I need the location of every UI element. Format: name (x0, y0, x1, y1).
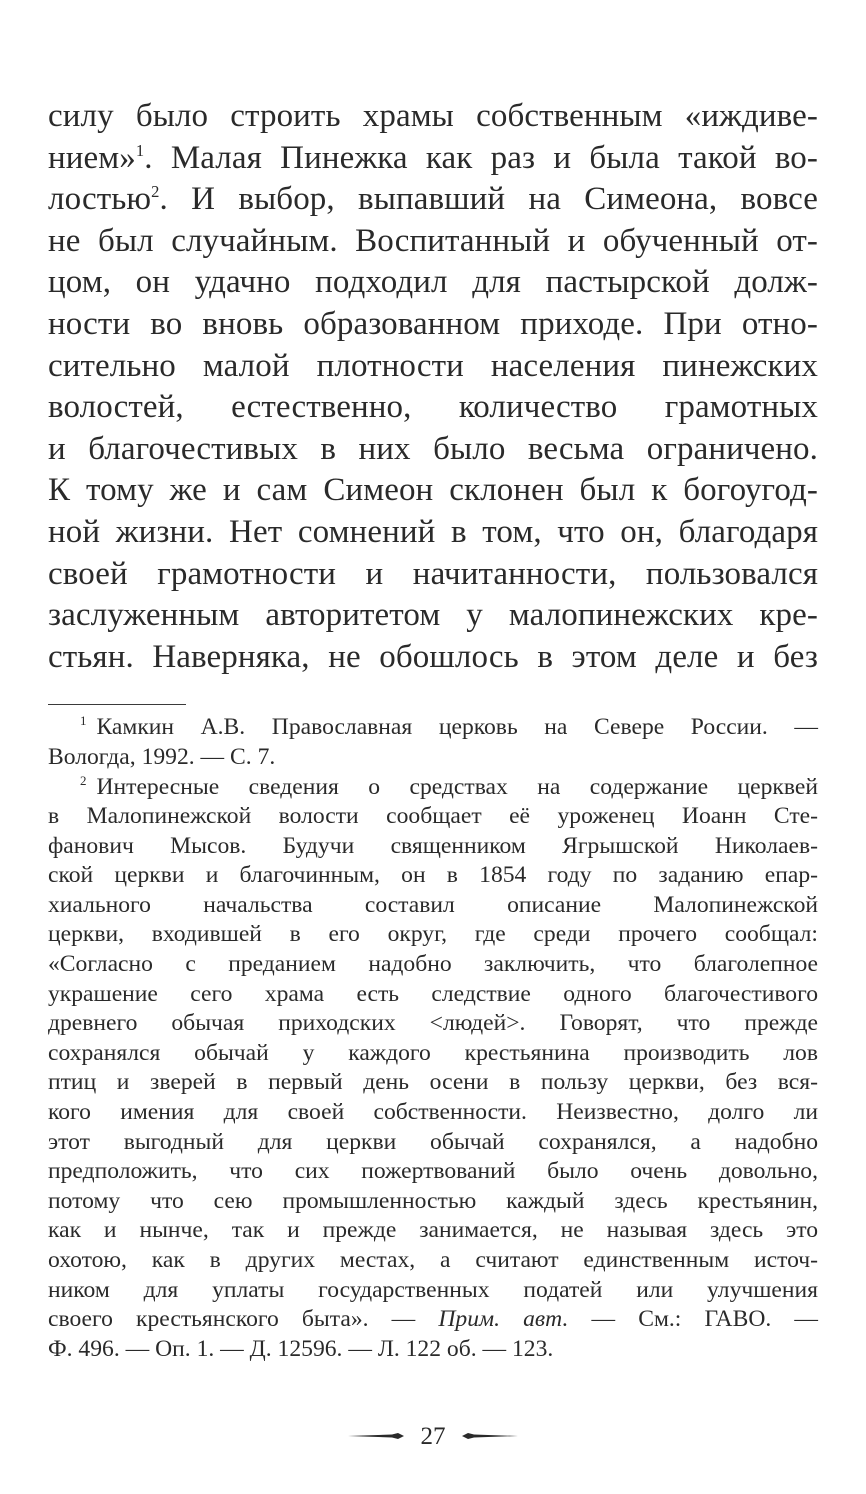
footnote-line: древнего обычая приходских <людей>. Говорят, что прежде (48, 1010, 818, 1037)
footnote-line: $^2$ Интересные сведения о средствах на содержание церквей (80, 772, 818, 800)
footnote-line: фанович Мысов. Будучи священником Ягрышской Николаев- (48, 832, 818, 859)
footnote-1 (48, 713, 818, 772)
footnote-divider (48, 704, 186, 705)
footnote-line: украшение сего храма есть следствие одного благочестивого (48, 980, 818, 1007)
text-line: своей грамотности и начитанности, пользовался (48, 555, 818, 592)
footnote-line: сохранялся обычай у каждого крестьянина производить лов (48, 1039, 818, 1066)
text-line: сительно малой плотности населения пинежских (48, 347, 818, 384)
footnote-line: хиального начальства составил описание Малопинежской (48, 891, 818, 918)
footnote-line: этот выгодный для церкви обычай сохранялся, а надобно (48, 1128, 818, 1155)
page-number: 27 (420, 1423, 446, 1450)
main-text (48, 96, 818, 678)
text-line: ности во вновь образованном приходе. При отно- (48, 305, 818, 342)
author-note-italic: Прим. авт. (438, 1306, 569, 1333)
page-folio (0, 1422, 866, 1452)
footnote-line: как и нынче, так и прежде занимается, не называя здесь это (48, 1217, 818, 1244)
footnote-line: в Малопинежской волости сообщает её уроженец Иоанн Сте- (48, 803, 818, 830)
footnote-line: своего крестьянского быта». — Прим. авт. — См.: ГАВО. — (48, 1306, 818, 1333)
footnote-line: церкви, входившей в его округ, где среди прочего сообщал: (48, 921, 818, 948)
footnote-line: Ф. 496. — Оп. 1. — Д. 12596. — Л. 122 об. — 123. (48, 1335, 554, 1362)
footnote-line: Вологда, 1992. — С. 7. (48, 743, 276, 770)
footnote-line: ской церкви и благочинным, он в 1854 году по заданию епар- (48, 862, 818, 889)
footnote-mark-2: 2 (80, 772, 87, 788)
footnote-2 (48, 773, 818, 1365)
text-line: и благочестивых в них было весьма ограничено. (48, 430, 818, 467)
footnote-line: предположить, что сих пожертвований было очень довольно, (48, 1158, 818, 1185)
text-line: не был случайным. Воспитанный и обученный от- (48, 222, 818, 259)
footnote-line: $^1$ Камкин А.В. Православная церковь на Севере России. — (80, 713, 818, 741)
text-line: силу было строить храмы собственным «иждиве- (48, 98, 818, 134)
footnote-line: кого имения для своей собственности. Неизвестно, долго ли (48, 1099, 818, 1126)
footnote-line: «Согласно с преданием надобно заключить, что благолепное (48, 951, 818, 978)
text-line: К тому же и сам Симеон склонен был к богоугод- (48, 472, 818, 509)
text-line: ной жизни. Нет сомнений в том, что он, благодаря (48, 513, 818, 550)
footnote-ref-1[interactable]: 1 (135, 140, 145, 160)
footnote-ref-2[interactable]: 2 (151, 182, 160, 202)
footnote-line: птиц и зверей в первый день осени в пользу церкви, без вся- (48, 1069, 818, 1096)
page-body (48, 96, 818, 1364)
text-line: стьян. Наверняка, не обошлось в этом деле и без (48, 638, 818, 675)
footnote-line: охотою, как в других местах, а считают единственным источ- (48, 1247, 818, 1273)
footnotes (48, 713, 818, 1364)
ornament-right-icon (460, 1433, 518, 1439)
footnote-line: потому что сею промышленностью каждый здесь крестьянин, (48, 1187, 818, 1214)
text-line: заслуженным авторитетом у малопинежских кре- (48, 597, 818, 634)
text-line: волостей, естественно, количество грамотных (48, 389, 818, 426)
footnote-mark-1: 1 (80, 713, 87, 729)
text-line: нием»$^1$. Малая Пинежка как раз и была такой во- (48, 139, 818, 176)
text-line: лостью$^2$. И выбор, выпавший на Симеона, вовсе (48, 181, 818, 218)
footnote-line: ником для уплаты государственных податей или улучшения (48, 1276, 818, 1303)
text-line: цом, он удачно подходил для пастырской долж- (48, 264, 818, 301)
ornament-left-icon (348, 1433, 406, 1439)
